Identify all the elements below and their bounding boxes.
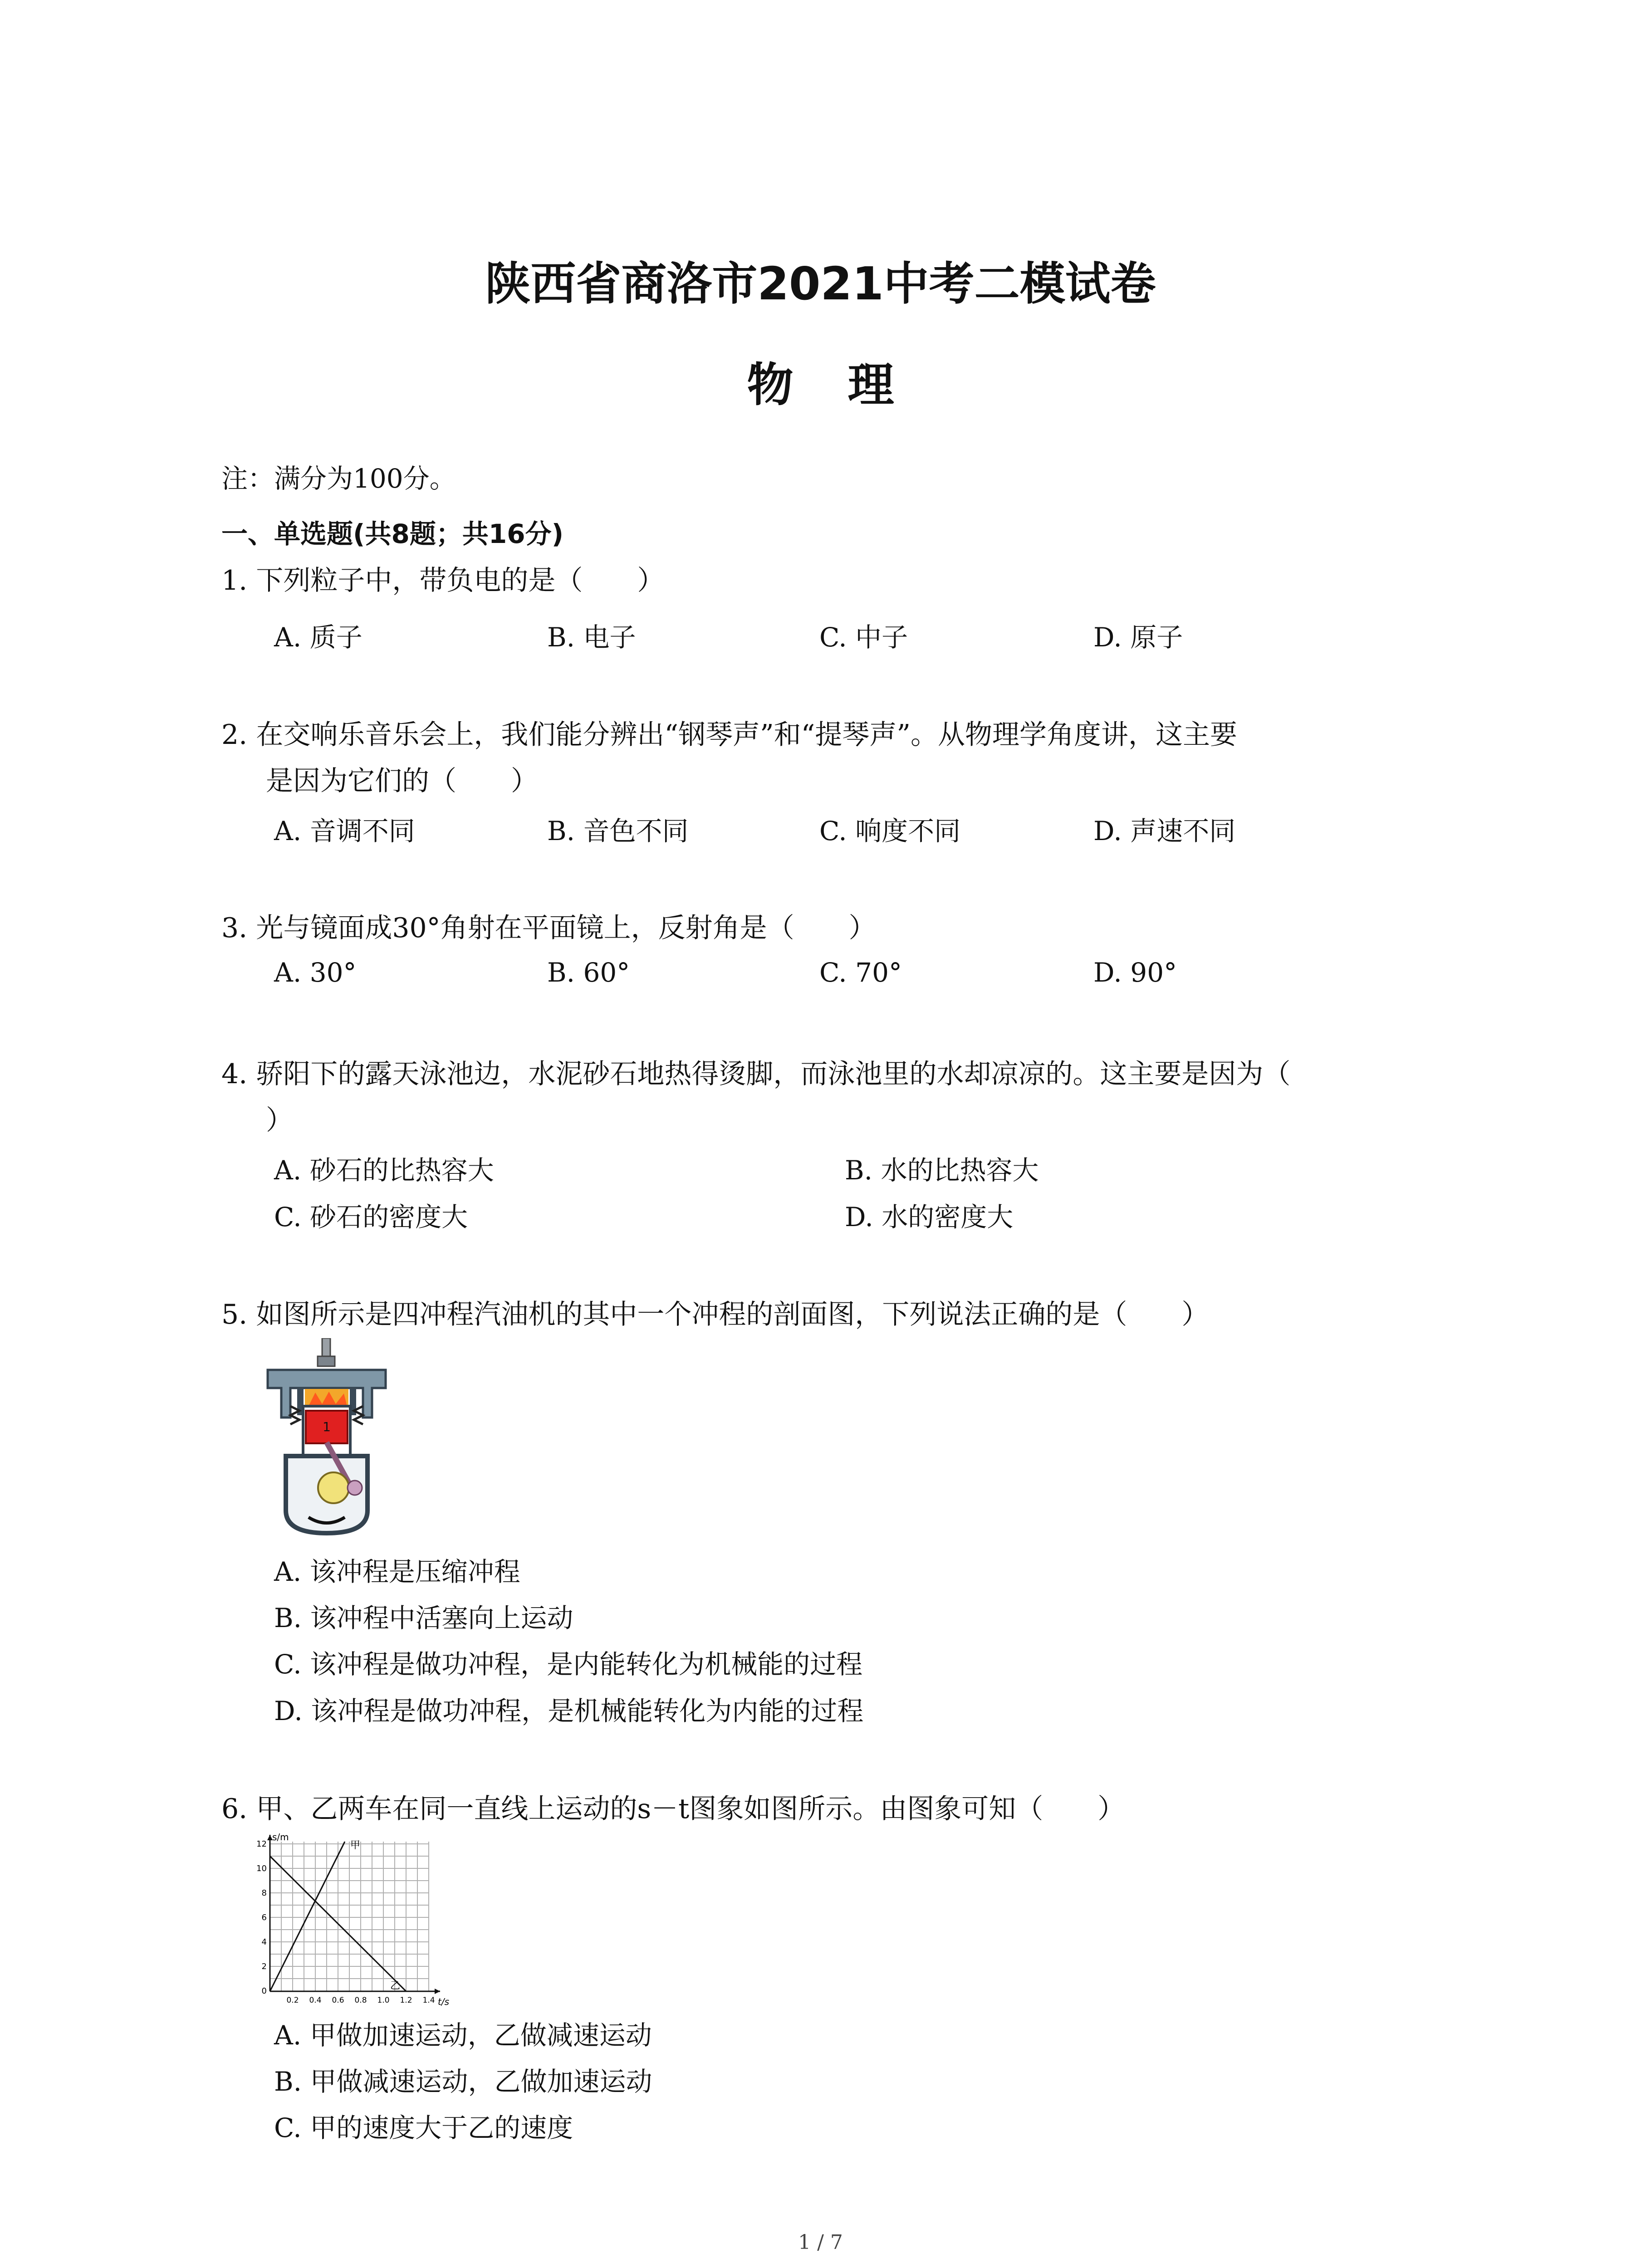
- question-2-stem-line1: 2. 在交响乐音乐会上，我们能分辨出“钢琴声”和“提琴声”。从物理学角度讲，这主要: [221, 719, 1238, 751]
- question-6-stem: 6. 甲、乙两车在同一直线上运动的s－t图象如图所示。由图象可知（ ）: [221, 1793, 1125, 1825]
- question-4-option-a: A. 砂石的比热容大: [274, 1155, 494, 1186]
- page-number: 1 / 7: [798, 2231, 843, 2254]
- x-tick: 1.4: [422, 1996, 435, 2005]
- engine-cross-section-figure: [254, 1338, 399, 1538]
- exam-title: 陕西省商洛市2021中考二模试卷: [485, 257, 1156, 310]
- x-axis-label: t/s: [438, 1996, 449, 2007]
- question-2-option-d: D. 声速不同: [1093, 816, 1236, 846]
- y-axis-label: s/m: [272, 1832, 289, 1843]
- svg-text:1: 1: [323, 1419, 331, 1434]
- question-5-option-c: C. 该冲程是做功冲程，是内能转化为机械能的过程: [274, 1649, 863, 1680]
- x-tick: 1.0: [377, 1996, 390, 2005]
- y-tick: 10: [256, 1864, 267, 1873]
- y-tick: 2: [261, 1962, 267, 1971]
- y-tick: 12: [256, 1839, 267, 1849]
- question-4-option-d: D. 水的密度大: [845, 1202, 1014, 1232]
- question-3-option-c: C. 70°: [819, 957, 902, 988]
- x-tick: 0.6: [332, 1996, 344, 2005]
- question-2-option-a: A. 音调不同: [274, 816, 415, 846]
- question-2-option-c: C. 响度不同: [819, 816, 961, 846]
- st-graph-figure: [254, 1830, 472, 2007]
- x-tick: 0.2: [286, 1996, 299, 2005]
- y-tick: 0: [261, 1986, 267, 1996]
- question-2-stem-line2: 是因为它们的（ ）: [266, 765, 538, 797]
- score-note: 注：满分为100分。: [221, 463, 456, 494]
- question-2-option-b: B. 音色不同: [547, 816, 689, 846]
- question-4-stem-line2: ）: [266, 1105, 293, 1136]
- section-heading: 一、单选题(共8题；共16分): [221, 518, 564, 549]
- question-3-option-a: A. 30°: [274, 957, 357, 988]
- question-1-stem: 1. 下列粒子中，带负电的是（ ）: [221, 565, 665, 596]
- question-5-option-b: B. 该冲程中活塞向上运动: [274, 1603, 573, 1633]
- x-tick: 0.8: [354, 1996, 367, 2005]
- question-3-option-d: D. 90°: [1093, 957, 1177, 988]
- question-5-option-d: D. 该冲程是做功冲程，是机械能转化为内能的过程: [274, 1696, 864, 1726]
- y-tick: 6: [261, 1913, 267, 1922]
- question-6-option-a: A. 甲做加速运动，乙做减速运动: [274, 2020, 652, 2051]
- question-4-option-c: C. 砂石的密度大: [274, 1202, 468, 1232]
- question-6-option-b: B. 甲做减速运动，乙做加速运动: [274, 2066, 652, 2097]
- subject-title: 物理: [747, 358, 949, 412]
- question-4-stem-line1: 4. 骄阳下的露天泳池边，水泥砂石地热得烫脚，而泳池里的水却凉凉的。这主要是因为（: [221, 1058, 1291, 1090]
- question-1-option-b: B. 电子: [547, 622, 636, 653]
- y-tick: 8: [261, 1888, 267, 1898]
- label-yi: 乙: [390, 1980, 401, 1992]
- question-4-option-b: B. 水的比热容大: [845, 1155, 1039, 1186]
- question-3-option-b: B. 60°: [547, 957, 630, 988]
- x-tick: 1.2: [400, 1996, 412, 2005]
- question-1-option-a: A. 质子: [274, 622, 362, 653]
- question-1-option-c: C. 中子: [819, 622, 908, 653]
- question-6-option-c: C. 甲的速度大于乙的速度: [274, 2112, 573, 2143]
- question-3-stem: 3. 光与镜面成30°角射在平面镜上，反射角是（ ）: [221, 912, 876, 944]
- label-jia: 甲: [350, 1840, 361, 1851]
- y-tick: 4: [261, 1937, 267, 1947]
- x-tick: 0.4: [309, 1996, 322, 2005]
- question-5-stem: 5. 如图所示是四冲程汽油机的其中一个冲程的剖面图，下列说法正确的是（ ）: [221, 1299, 1209, 1330]
- question-1-option-d: D. 原子: [1093, 622, 1183, 653]
- question-5-option-a: A. 该冲程是压缩冲程: [274, 1556, 520, 1587]
- graph-grid: [270, 1842, 429, 1991]
